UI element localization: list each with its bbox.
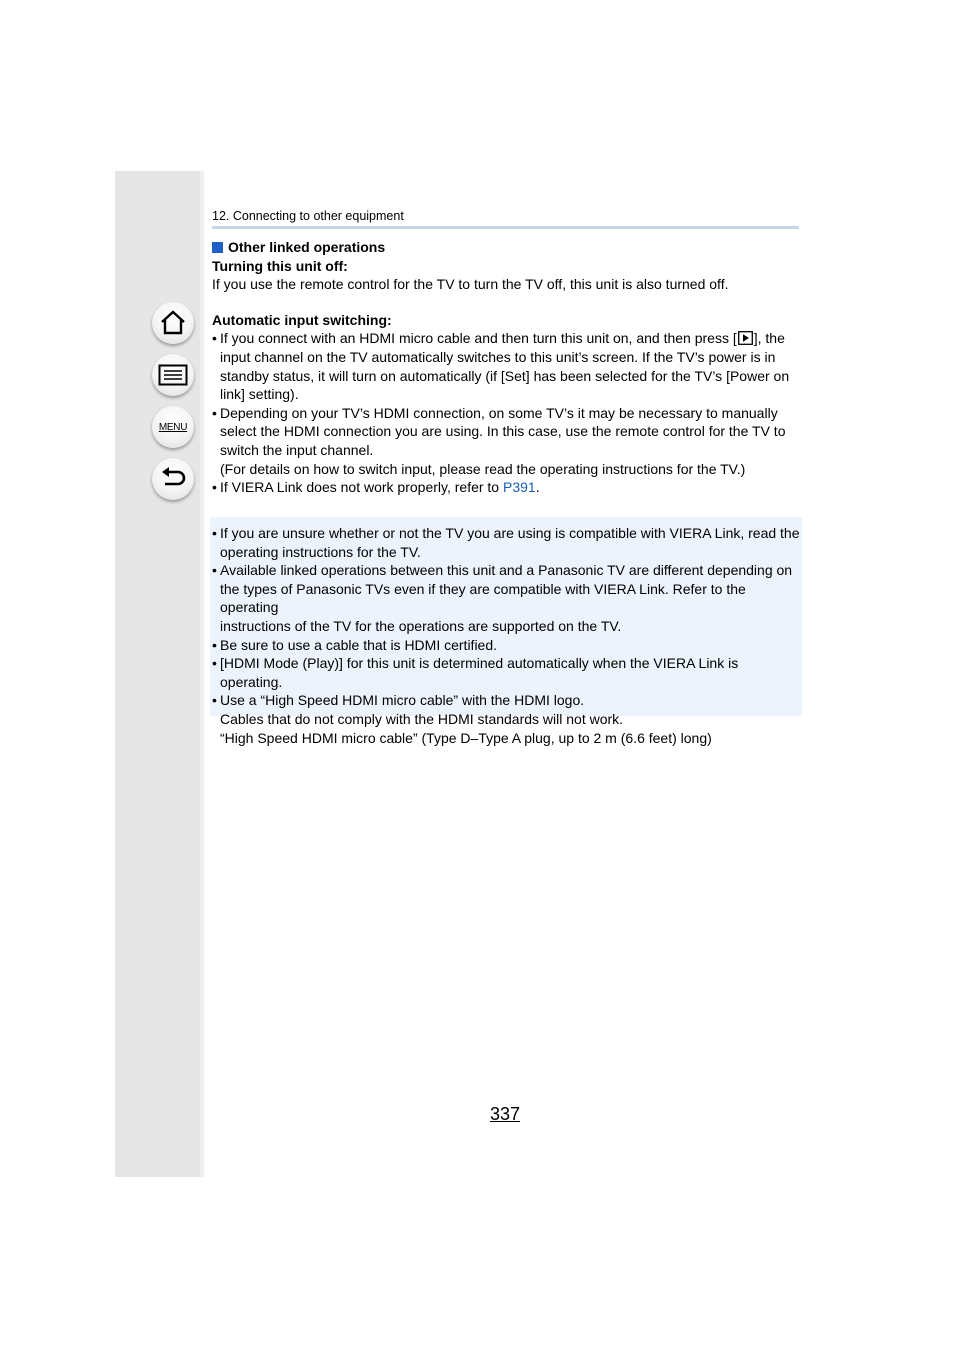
chapter-header: 12. Connecting to other equipment — [212, 209, 404, 223]
home-icon — [159, 310, 187, 336]
page-link-p391[interactable]: P391 — [502, 479, 536, 496]
page-number: 337 — [490, 1104, 521, 1124]
turning-off-text: If you use the remote control for the TV to turn the TV off, this unit is also turned off. — [212, 276, 729, 293]
list-item — [212, 404, 802, 478]
home-button[interactable] — [152, 302, 194, 344]
back-button[interactable] — [152, 458, 194, 500]
bullet-line: input channel on the TV automatically switches to this unit’s screen. If the TV’s power is in — [220, 348, 776, 365]
contents-button[interactable] — [152, 354, 194, 396]
bullet-line: (For details on how to switch input, please read the operating instructions for the TV.) — [220, 460, 746, 477]
list-item: • If VIERA Link does not work properly, refer to P391. — [212, 478, 802, 497]
bullet-line: switch the input channel. — [220, 441, 374, 458]
note-box — [210, 517, 802, 746]
list-item: • If you are unsure whether or not the TV you are using is compatible with VIERA Link, read the operating instructions for the TV. — [212, 524, 800, 561]
turning-off-heading: Turning this unit off: — [212, 257, 348, 274]
bullet-line: • Depending on your TV’s HDMI connection, on some TV’s it may be necessary to manually — [220, 404, 778, 421]
menu-button[interactable] — [152, 406, 194, 448]
list-item: • Use a “High Speed HDMI micro cable” with the HDMI logo. Cables that do not comply with the HDMI standards will not work. “High Speed HDMI micro cable” (Type D–Type A plug, up to 2 m (6.6 feet) long) — [212, 691, 800, 747]
section-title — [212, 238, 802, 257]
list-item: • Be sure to use a cable that is HDMI certified. — [212, 636, 800, 655]
blue-square-icon — [212, 242, 223, 253]
sidebar-edge — [200, 171, 204, 1177]
bullet-line: select the HDMI connection you are using. In this case, use the remote control for the TV to — [220, 423, 786, 440]
play-icon — [738, 331, 753, 345]
return-arrow-icon — [159, 466, 187, 492]
bullet-line: link] setting). — [220, 386, 299, 403]
list-item — [212, 329, 802, 403]
main-content — [212, 238, 802, 497]
bullet-line: standby status, it will turn on automatically (if [Set] has been selected for the TV’s [Power on — [220, 367, 790, 384]
auto-input-heading: Automatic input switching: — [212, 311, 392, 328]
list-icon — [158, 364, 188, 386]
header-rule — [212, 226, 799, 229]
menu-label: MENU — [158, 421, 188, 433]
bullet-line: • If you connect with an HDMI micro cable and then turn this unit on, and then press [ ], the — [220, 330, 785, 347]
section-title-text: Other linked operations — [228, 239, 386, 255]
list-item: • Available linked operations between this unit and a Panasonic TV are different depending on the types of Panasonic TVs even if they are compatible with VIERA Link. Refer to the operating instructions of the TV for the operations are supported on the TV. — [212, 561, 800, 635]
list-item: • [HDMI Mode (Play)] for this unit is determined automatically when the VIERA Link is operating. — [212, 654, 800, 691]
